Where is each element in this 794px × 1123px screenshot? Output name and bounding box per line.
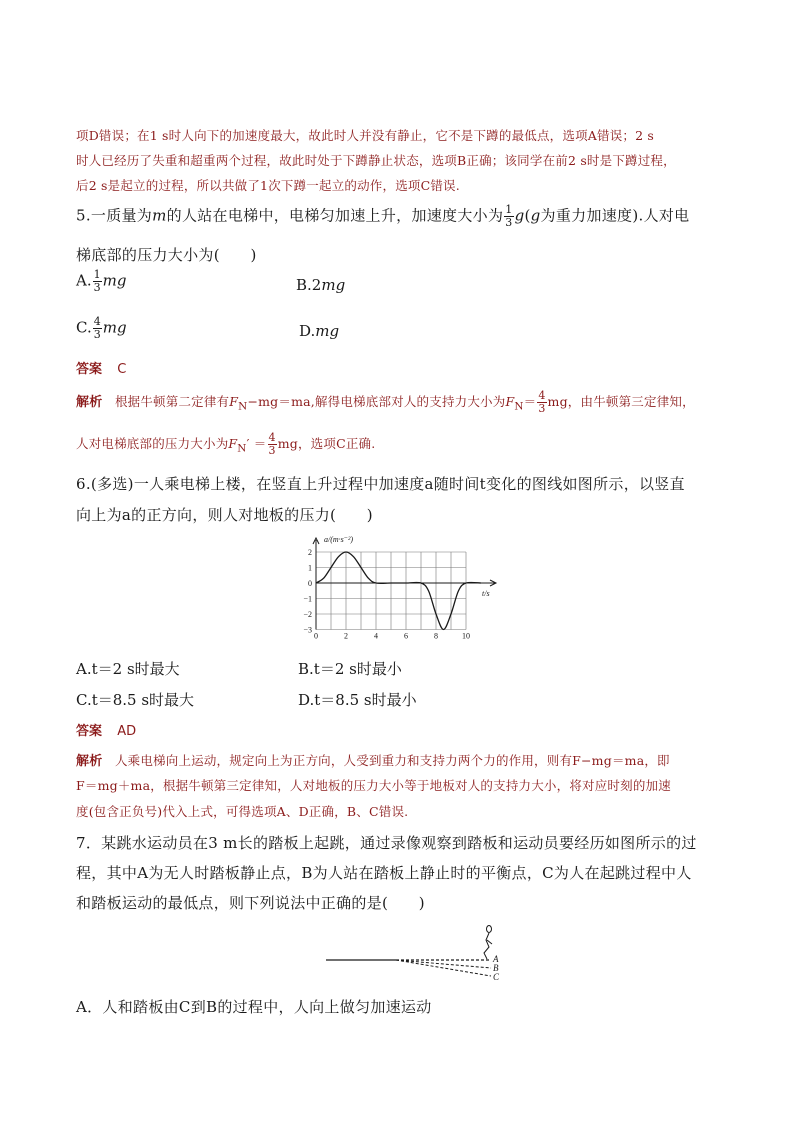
q5-option-b: B.2mg [296, 276, 346, 294]
y-tick-label: −3 [303, 625, 312, 635]
x-tick-label: 0 [314, 631, 318, 641]
board-position-b [396, 960, 491, 968]
fraction: $\frac{1}{3}$ [505, 203, 513, 229]
q7-stem-line2: 程，其中A为无人时踏板静止点，B为人站在踏板上静止时的平衡点，C为人在起跳过程中人 [76, 864, 692, 882]
acceleration-time-chart [296, 532, 506, 647]
board-position-c [396, 960, 491, 976]
y-tick-label: 1 [308, 563, 312, 573]
q6-stem-line1: 6.(多选)一人乘电梯上楼，在竖直上升过程中加速度a随时间t变化的图线如图所示，以竖直 [76, 475, 685, 493]
chart-grid [316, 552, 466, 630]
q5-answer: 答案 C [76, 362, 127, 377]
q6-explanation-line3: 度(包含正负号)代入上式，可得选项A、D正确，B、C错误. [76, 804, 409, 819]
q5-explanation-line2: 人对电梯底部的压力大小为$F_N'$ ＝ $\frac{4}{3}$ mg，选项C正确. [76, 431, 376, 457]
q4-explanation-line1: 项D错误；在1 s时人向下的加速度最大，故此时人并没有静止，它不是下蹲的最低点，选项A错误；2 s [76, 128, 655, 143]
y-tick-label: −2 [303, 610, 312, 619]
diver-icon [484, 926, 492, 960]
q5-stem-line2: 梯底部的压力大小为( ) [76, 246, 257, 264]
q6-stem-line2: 向上为a的正方向，则人对地板的压力( ) [76, 506, 373, 524]
x-tick-label: 10 [462, 631, 470, 641]
q7-stem-line3: 和踏板运动的最低点，则下列说法中正确的是( ) [76, 894, 425, 912]
chart-ticks [303, 548, 470, 641]
q5-stem-line1: 5.一质量为m的人站在电梯中，电梯匀加速上升，加速度大小为 $\frac{1}{3}$ g(g为重力加速度).人对电 [76, 203, 690, 229]
q4-explanation-line3: 后2 s是起立的过程，所以共做了1次下蹲一起立的动作，选项C错误. [76, 178, 460, 193]
y-tick-label: 2 [308, 548, 312, 557]
y-tick-label: −1 [303, 594, 312, 604]
q6-option-c: C.t＝8.5 s时最大 [76, 691, 195, 709]
diving-board-figure [326, 920, 516, 990]
label-b: B [493, 963, 499, 973]
q6-answer: 答案 AD [76, 724, 137, 739]
q4-explanation-line2: 时人已经历了失重和超重两个过程，故此时处于下蹲静止状态，选项B正确；该同学在前2 s时是下蹲过程， [76, 153, 676, 168]
q6-option-b: B.t＝2 s时最小 [298, 660, 402, 678]
q5-explanation-line1: 解析 根据牛顿第二定律有$F_N-mg=ma$,解得电梯底部对人的支持力大小为$F_N=$ $\frac{4}{3}$ mg，由牛顿第三定律知， [76, 389, 695, 415]
q5-option-a: A. $\frac{1}{3}$ mg [76, 268, 127, 294]
x-tick-label: 8 [434, 631, 438, 641]
series-line [316, 552, 481, 630]
label-a: A [493, 954, 499, 964]
x-tick-label: 2 [344, 631, 348, 641]
q6-explanation-line1: 解析 人乘电梯向上运动，规定向上为正方向，人受到重力和支持力两个力的作用，则有F−mg＝ma，即 [76, 753, 670, 769]
q6-explanation-line2: F＝mg＋ma，根据牛顿第三定律知，人对地板的压力大小等于地板对人的支持力大小，将对应时刻的加速 [76, 778, 671, 793]
chart-x-label: t/s [482, 589, 490, 598]
chart-series [316, 552, 481, 630]
y-tick-label: 0 [308, 579, 312, 588]
q7-stem-line1: 7．某跳水运动员在3 m长的踏板上起跳，通过录像观察到踏板和运动员要经历如图所示的过 [76, 834, 697, 852]
chart-y-label: a/(m·s⁻²) [324, 535, 354, 544]
x-tick-label: 6 [404, 631, 408, 641]
q5-option-c: C. $\frac{4}{3}$ mg [76, 315, 127, 341]
q6-option-d: D.t＝8.5 s时最小 [298, 691, 417, 709]
x-tick-label: 4 [374, 631, 378, 641]
q6-option-a: A.t＝2 s时最大 [76, 660, 180, 678]
q7-option-a: A．人和踏板由C到B的过程中，人向上做匀加速运动 [76, 998, 432, 1016]
q5-option-d: D.mg [299, 322, 340, 340]
label-c: C [493, 972, 500, 982]
